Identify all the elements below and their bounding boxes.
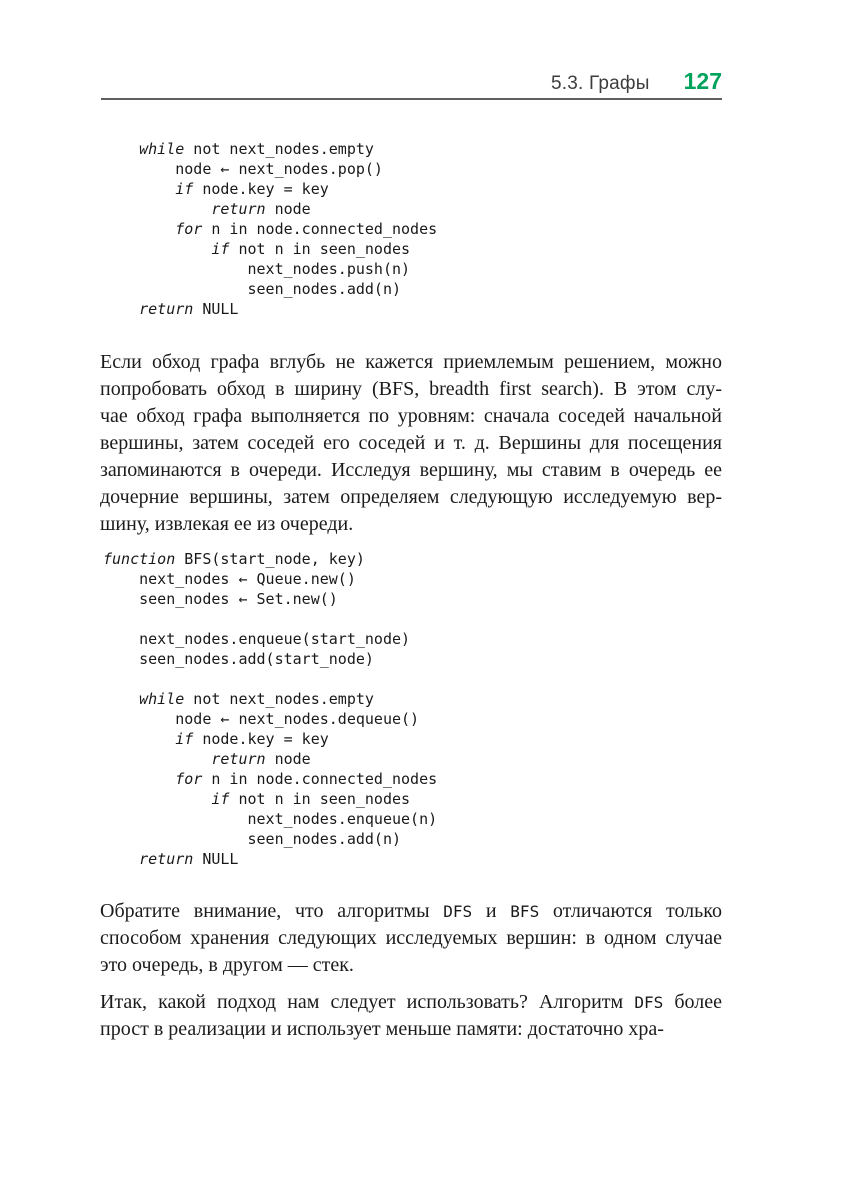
code-line: for n in node.connected_nodes [175, 770, 438, 788]
text-line: прост в реализации и использует меньше памяти: достаточно хра- [100, 1018, 664, 1040]
code-line: seen_nodes.add(n) [103, 830, 402, 848]
inline-code: DFS [634, 993, 664, 1012]
text-line: Если обход графа вглубь не кажется приемлемым решением, можно [100, 351, 722, 373]
text-line: запоминаются в очереди. Исследуя вершину, мы ставим в очередь ее [100, 459, 722, 481]
page-number: 127 [683, 68, 722, 94]
code-line: function BFS(start_node, key) [103, 550, 365, 568]
code-line: seen_nodes.add(start_node) [103, 650, 374, 668]
code-line: next_nodes ← Queue.new() [103, 570, 356, 588]
paragraph-bfs-intro [100, 349, 722, 538]
code-line [103, 669, 437, 689]
code-line: return NULL [139, 300, 239, 318]
code-block-bfs-function [103, 549, 437, 869]
text-line: чае обход графа выполняется по уровням: сначала соседей начальной [100, 405, 722, 427]
code-line: while not next_nodes.empty [139, 140, 374, 158]
text-line: способом хранения следующих исследуемых вершин: в одном случае [100, 927, 722, 949]
code-line: if not n in seen_nodes [211, 240, 411, 258]
code-block-dfs-continuation [103, 139, 437, 319]
code-line: next_nodes.push(n) [103, 260, 411, 278]
text-line: Обратите внимание, что алгоритмы DFS и BFS отличаются только [100, 900, 722, 922]
code-line: for n in node.connected_nodes [175, 220, 438, 238]
code-line [103, 609, 437, 629]
text-line: это очередь, в другом — стек. [100, 954, 354, 976]
code-line: next_nodes.enqueue(n) [103, 810, 438, 828]
text-line: Итак, какой подход нам следует использовать? Алгоритм DFS более [100, 991, 722, 1013]
code-line: return node [211, 750, 311, 768]
text-line: вершины, затем соседей его соседей и т. д. Вершины для посещения [100, 432, 722, 454]
code-line: seen_nodes ← Set.new() [103, 590, 338, 608]
paragraph-dfs-bfs-difference [100, 898, 722, 979]
code-line: next_nodes.enqueue(start_node) [103, 630, 411, 648]
paragraph-which-approach [100, 989, 722, 1043]
text-line: шину, извлекая ее из очереди. [100, 513, 354, 535]
page-header [551, 68, 722, 95]
code-line: return NULL [139, 850, 239, 868]
inline-code: DFS [443, 902, 473, 921]
inline-code: BFS [510, 902, 540, 921]
code-line: if not n in seen_nodes [211, 790, 411, 808]
code-line: node ← next_nodes.pop() [103, 160, 383, 178]
section-title: 5.3. Графы [551, 73, 650, 94]
text-line: дочерние вершины, затем определяем следующую исследуемую вер- [100, 486, 722, 508]
text-line: попробовать обход в ширину (BFS, breadth first search). В этом слу- [100, 378, 722, 400]
header-rule [101, 98, 722, 100]
code-line: return node [211, 200, 311, 218]
code-line: while not next_nodes.empty [139, 690, 374, 708]
code-line: if node.key = key [175, 730, 329, 748]
code-line: node ← next_nodes.dequeue() [103, 710, 420, 728]
code-line: if node.key = key [175, 180, 329, 198]
code-line: seen_nodes.add(n) [103, 280, 402, 298]
